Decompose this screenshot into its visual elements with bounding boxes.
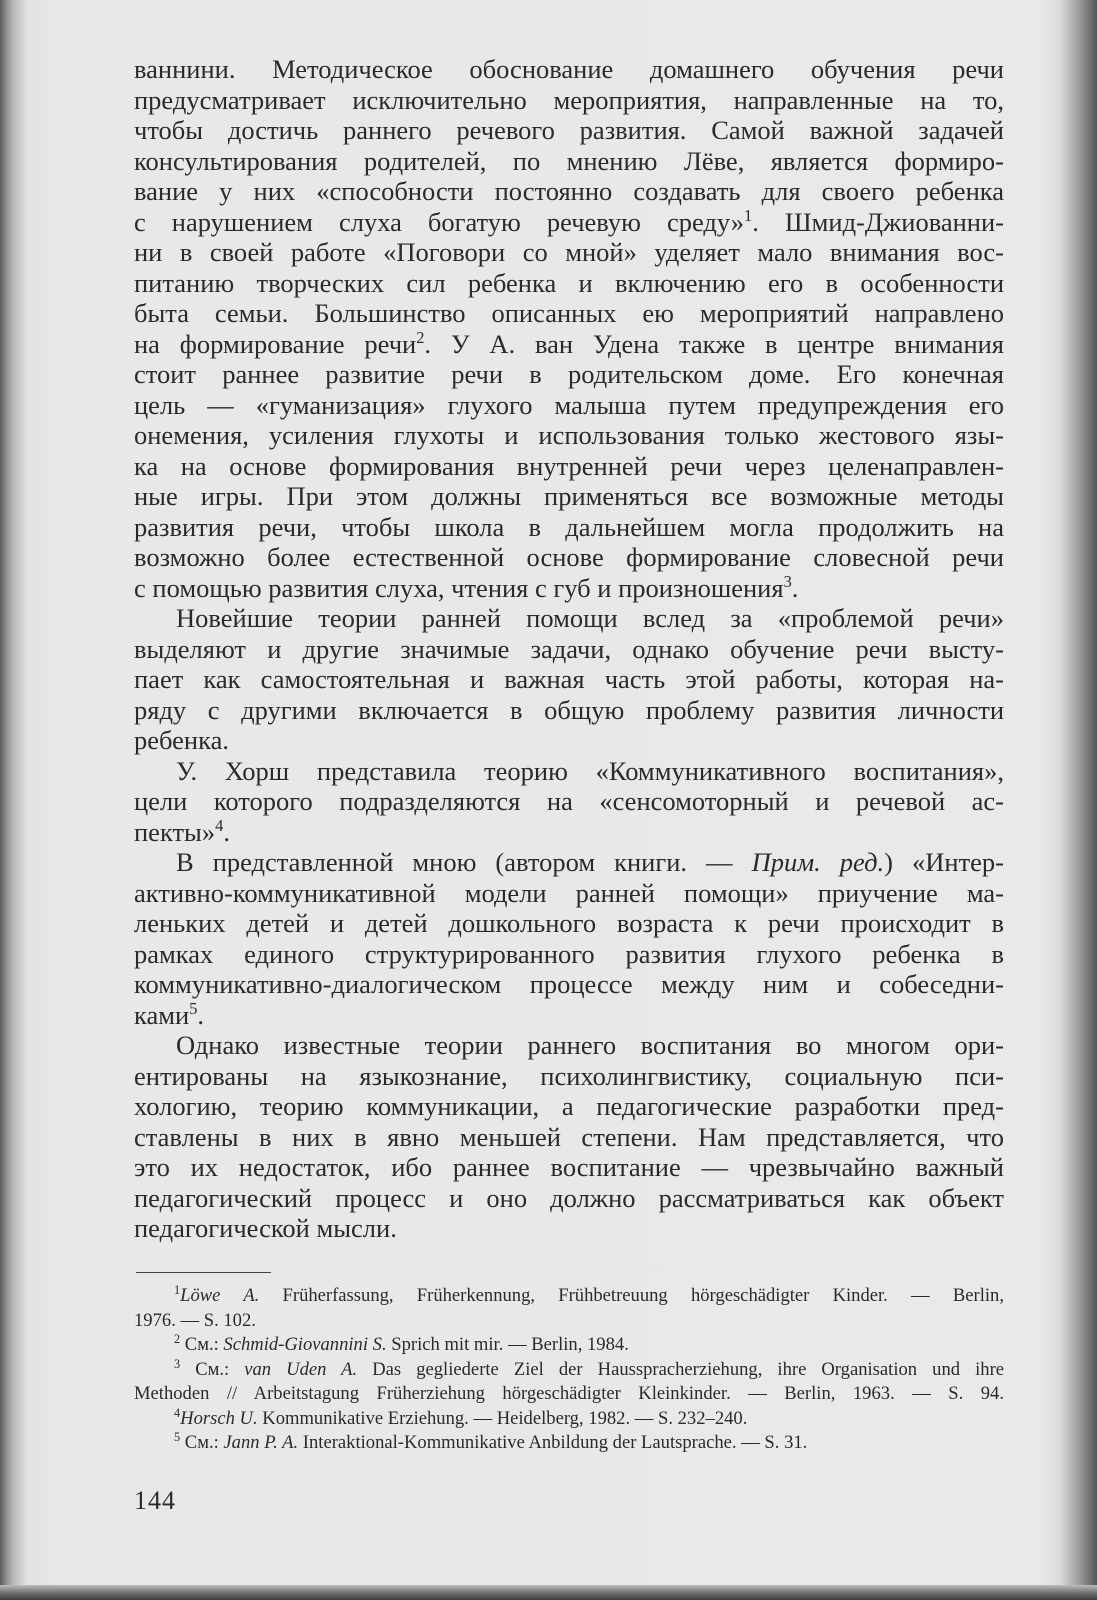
line-text: Однако известные теории раннего воспитания во многом ори- — [176, 1030, 1004, 1060]
line-text: ентированы на языкознание, психолингвистику, социальную пси- — [134, 1060, 1004, 1091]
line-text: возможно более естественной основе формирование словесной речи — [134, 542, 1004, 572]
footnote-text: Methoden // Arbeitstagung Früherziehung hörgeschädigter Kleinkinder. — Berlin, 1963. — S. 94. — [134, 1383, 1004, 1404]
line-text: консультирования родителей, по мнению Лёве, является формиро- — [134, 145, 1004, 176]
text-line — [134, 1091, 1004, 1122]
line-text: пекты» — [134, 816, 216, 847]
footnote-text: Kommunikative Erziehung. — Heidelberg, 1982. — S. 232–240. — [257, 1407, 748, 1429]
text-line — [134, 725, 1004, 756]
footnote-ref: 4 — [215, 815, 224, 835]
line-text: хологию, теорию коммуникации, а педагогические разработки пред- — [134, 1091, 1004, 1121]
footnote-ref: 3 — [783, 571, 792, 591]
text-line — [134, 847, 1004, 878]
line-text-cont: . Шмид-Джиованни- — [752, 206, 1004, 237]
line-text: Новейшие теории ранней помощи вслед за «проблемой речи» — [176, 603, 1004, 633]
text-line — [134, 85, 1004, 116]
line-text: ваннини. Методическое обоснование домашнего обучения речи — [134, 54, 1004, 84]
footnote-text-cont: Interaktional-Kommunikative Anbildung der Lautsprache. — S. 31. — [298, 1432, 808, 1453]
text-line — [134, 481, 1004, 512]
text-line — [134, 1061, 1004, 1092]
text-line — [134, 115, 1004, 146]
line-text: предусматривает исключительно мероприятия, направленные на то, — [134, 84, 1004, 115]
line-text: это их недостаток, ибо раннее воспитание — чрезвычайно важный — [134, 1152, 1004, 1182]
line-text-cont: . — [223, 816, 230, 847]
page-bottom-shadow — [0, 1585, 1097, 1600]
text-line — [134, 390, 1004, 421]
text-line — [134, 969, 1004, 1000]
footnote-ref: 1 — [744, 205, 753, 225]
footnote-line — [134, 1358, 1004, 1383]
text-line — [134, 298, 1004, 329]
page-number: 144 — [134, 1486, 176, 1515]
text-line — [134, 542, 1004, 573]
footnote-line — [134, 1382, 1004, 1407]
footnote-number: 4 — [174, 1405, 181, 1420]
footnote-line — [134, 1431, 1004, 1456]
footnote-text-cont: Sprich mit mir. — Berlin, 1984. — [386, 1334, 629, 1355]
text-line — [134, 573, 1004, 604]
line-text-cont: . У А. ван Удена также в центре внимания — [424, 328, 1004, 359]
text-line — [134, 878, 1004, 909]
line-text: онемения, усиления глухоты и использования только жестового язы- — [134, 420, 1004, 450]
footnote-number: 1 — [174, 1283, 181, 1297]
line-text: активно-коммуникативной модели ранней помощи» приучение ма- — [134, 877, 1004, 908]
line-text-cont: ) «Интер- — [884, 847, 1004, 877]
text-line — [134, 237, 1004, 268]
text-line — [134, 451, 1004, 482]
text-line — [134, 420, 1004, 451]
footnote-text: См.: — [180, 1334, 224, 1355]
footnote-line — [134, 1284, 1004, 1309]
line-text: педагогической мысли. — [134, 1213, 397, 1243]
line-text: пает как самостоятельная и важная часть этой работы, которая на- — [134, 664, 1004, 694]
text-line — [134, 1122, 1004, 1153]
line-text: выделяют и другие значимые задачи, однако обучение речи высту- — [134, 633, 1004, 664]
text-line — [134, 908, 1004, 939]
footnote-number: 5 — [174, 1430, 181, 1444]
line-text: на формирование речи — [134, 328, 417, 359]
text-line — [134, 664, 1004, 695]
line-text: рамках единого структурированного развития глухого ребенка в — [134, 938, 1004, 969]
line-text: леньких детей и детей дошкольного возраста к речи происходит в — [134, 908, 1004, 938]
line-text: стоит раннее развитие речи в родительском доме. Его конечная — [134, 359, 1004, 389]
line-text: цель — «гуманизация» глухого малыша путем предупреждения его — [134, 389, 1004, 420]
text-line — [134, 54, 1004, 85]
line-text: питанию творческих сил ребенка и включению его в особенности — [134, 267, 1004, 298]
line-text: ни в своей работе «Поговори со мной» уделяет мало внимания вос- — [134, 237, 1004, 267]
line-text: коммуникативно-диалогическом процессе между ним и собеседни- — [134, 969, 1004, 999]
line-text: ками — [134, 999, 190, 1030]
line-text: ряду с другими включается в общую проблему развития личности — [134, 694, 1004, 725]
footnote-line — [134, 1309, 1004, 1334]
text-line — [134, 786, 1004, 817]
footnote-text: См.: — [180, 1432, 224, 1453]
footnote-author: Horsch U. — [180, 1407, 258, 1429]
footnote-line — [134, 1333, 1004, 1358]
text-line — [134, 756, 1004, 787]
line-text: У. Хорш представила теорию «Коммуникативного воспитания», — [176, 755, 1004, 786]
line-text: педагогический процесс и оно должно рассматриваться как объект — [134, 1182, 1004, 1213]
line-text: чтобы достичь раннего речевого развития. Самой важной задачей — [134, 115, 1004, 145]
line-text: В представленной мною (автором книги. — — [176, 847, 752, 877]
line-text: вание у них «способности постоянно создавать для своего ребенка — [134, 176, 1004, 206]
footnote-author: Schmid-Giovannini S. — [223, 1334, 387, 1355]
text-line — [134, 329, 1004, 360]
text-line — [134, 817, 1004, 848]
footnote-author: van Uden A. — [244, 1358, 358, 1380]
footnote-text: Früherfassung, Früherkennung, Frühbetreuung hörgeschädigter Kinder. — Berlin, — [259, 1285, 1004, 1306]
text-line — [134, 1183, 1004, 1214]
text-line — [134, 1000, 1004, 1031]
text-line — [134, 359, 1004, 390]
footnote-text: См.: — [180, 1358, 245, 1380]
footnote-number: 2 — [174, 1332, 181, 1346]
text-line — [134, 695, 1004, 726]
footnote-ref: 5 — [189, 998, 198, 1018]
main-text-block — [134, 54, 1004, 1244]
footnote-author: Jann P. A. — [223, 1432, 299, 1453]
line-text: ные игры. При этом должны применяться все возможные методы — [134, 481, 1004, 511]
line-text-cont: . — [197, 999, 205, 1030]
line-text: ребенка. — [134, 725, 229, 755]
footnote-line — [134, 1407, 1004, 1432]
line-text: развития речи, чтобы школа в дальнейшем могла продолжить на — [134, 511, 1004, 542]
footnote-text: 1976. — S. 102. — [134, 1309, 256, 1331]
text-line — [134, 176, 1004, 207]
text-line — [134, 207, 1004, 238]
footnotes-block — [134, 1284, 1004, 1456]
text-line — [134, 146, 1004, 177]
line-text-cont: . — [791, 572, 799, 603]
text-line — [134, 1152, 1004, 1183]
line-text: цели которого подразделяются на «сенсомоторный и речевой ас- — [134, 786, 1004, 816]
footnote-number: 3 — [174, 1356, 181, 1371]
italic-text: Прим. ред. — [751, 847, 885, 877]
footnote-separator — [136, 1272, 271, 1273]
line-text: с помощью развития слуха, чтения с губ и произношения — [134, 572, 784, 603]
footnote-ref: 2 — [416, 327, 425, 347]
text-line — [134, 512, 1004, 543]
line-text: ставлены в них в явно меньшей степени. Нам представляется, что — [134, 1121, 1004, 1152]
line-text: ка на основе формирования внутренней речи через целенаправлен- — [134, 450, 1004, 481]
text-line — [134, 1030, 1004, 1061]
text-line — [134, 603, 1004, 634]
text-line — [134, 268, 1004, 299]
footnote-text-cont: Das gegliederte Ziel der Hausspracherziehung, ihre Organisation und ihre — [357, 1358, 1005, 1380]
line-text: быта семьи. Большинство описанных ею мероприятий направлено — [134, 298, 1004, 328]
line-text: с нарушением слуха богатую речевую среду» — [134, 206, 745, 237]
text-line — [134, 939, 1004, 970]
footnote-author: Löwe A. — [180, 1285, 260, 1306]
text-line — [134, 634, 1004, 665]
text-line — [134, 1213, 1004, 1244]
